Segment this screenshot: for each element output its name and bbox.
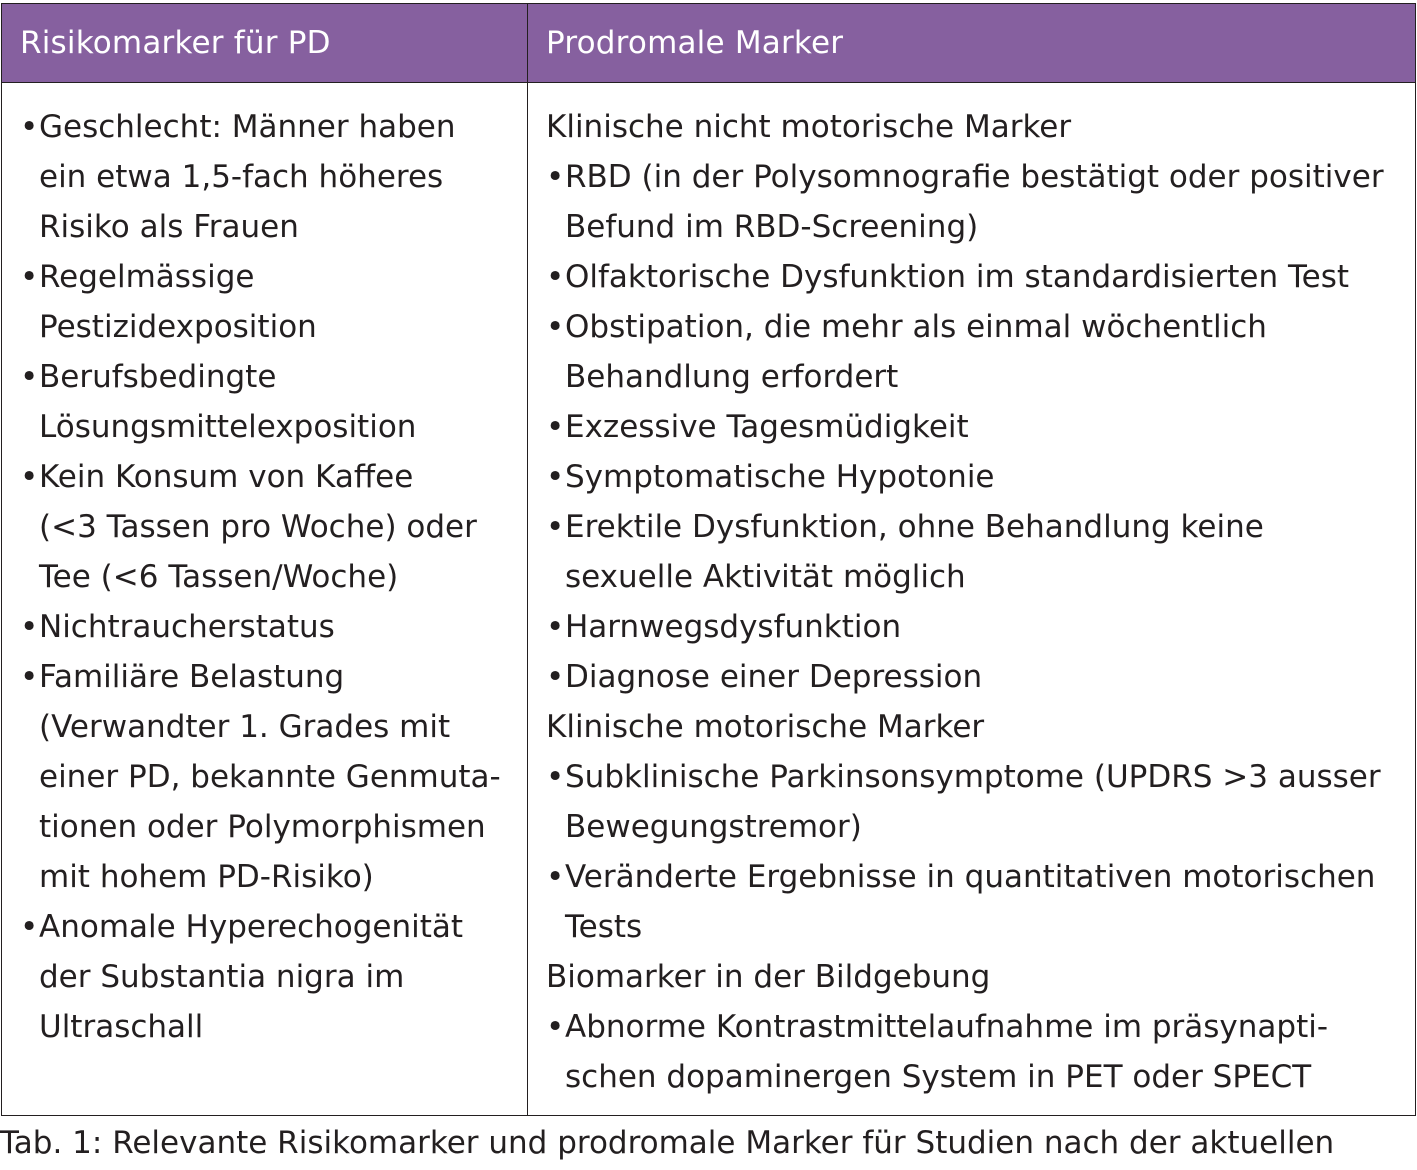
list-item: • Olfaktorische Dysfunktion im standardisierten Test bbox=[546, 252, 1415, 302]
list-item: • Kein Konsum von Kaffee (<3 Tassen pro Woche) oder Tee (<6 Tassen/Woche) bbox=[20, 452, 527, 602]
prodromal-markers-cell bbox=[528, 83, 1416, 1116]
list-item: • Anomale Hyperechogenität der Substantia nigra im Ultraschall bbox=[20, 902, 527, 1052]
list-item: • Obstipation, die mehr als einmal wöchentlich Behandlung erfordert bbox=[546, 302, 1415, 402]
list-item: • Abnorme Kontrastmittelaufnahme im präsynapti- schen dopaminergen System in PET oder SPECT bbox=[546, 1002, 1415, 1102]
list-item: • Regelmässige Pestizidexposition bbox=[20, 252, 527, 352]
list-item: • Geschlecht: Männer haben ein etwa 1,5-fach höheres Risiko als Frauen bbox=[20, 102, 527, 252]
table-caption: Tab. 1: Relevante Risikomarker und prodromale Marker für Studien nach der aktuellen bbox=[0, 1125, 1335, 1161]
list-item: • Erektile Dysfunktion, ohne Behandlung keine sexuelle Aktivität möglich bbox=[546, 502, 1415, 602]
marker-table bbox=[1, 3, 1416, 1116]
risk-markers-cell bbox=[2, 83, 528, 1116]
section-title-imaging: Biomarker in der Bildgebung bbox=[546, 959, 991, 995]
list-item: • Diagnose einer Depression bbox=[546, 652, 1415, 702]
header-risk-markers: Risikomarker für PD bbox=[2, 4, 528, 83]
motor-marker-list bbox=[546, 752, 1415, 952]
header-prodromal-markers: Prodromale Marker bbox=[528, 4, 1416, 83]
list-item: • Subklinische Parkinsonsymptome (UPDRS >3 ausser Bewegungstremor) bbox=[546, 752, 1415, 852]
list-item: • Veränderte Ergebnisse in quantitativen motorischen Tests bbox=[546, 852, 1415, 952]
list-item: • Harnwegsdysfunktion bbox=[546, 602, 1415, 652]
list-item: • Nichtraucherstatus bbox=[20, 602, 527, 652]
table-body-row bbox=[2, 83, 1416, 1116]
section-title-motor: Klinische motorische Marker bbox=[546, 709, 985, 745]
list-item: • Exzessive Tagesmüdigkeit bbox=[546, 402, 1415, 452]
list-item: • RBD (in der Polysomnografie bestätigt oder positiver Befund im RBD-Screening) bbox=[546, 152, 1415, 252]
section-title-non-motor: Klinische nicht motorische Marker bbox=[546, 109, 1072, 145]
table-header-row bbox=[2, 4, 1416, 83]
list-item: • Familiäre Belastung (Verwandter 1. Grades mit einer PD, bekannte Genmuta- tionen oder Polymorphismen mit hohem PD-Risiko) bbox=[20, 652, 527, 902]
list-item: • Berufsbedingte Lösungsmittelexposition bbox=[20, 352, 527, 452]
imaging-marker-list bbox=[546, 1002, 1415, 1102]
list-item: • Symptomatische Hypotonie bbox=[546, 452, 1415, 502]
risk-marker-list bbox=[20, 102, 527, 1052]
non-motor-marker-list bbox=[546, 152, 1415, 702]
